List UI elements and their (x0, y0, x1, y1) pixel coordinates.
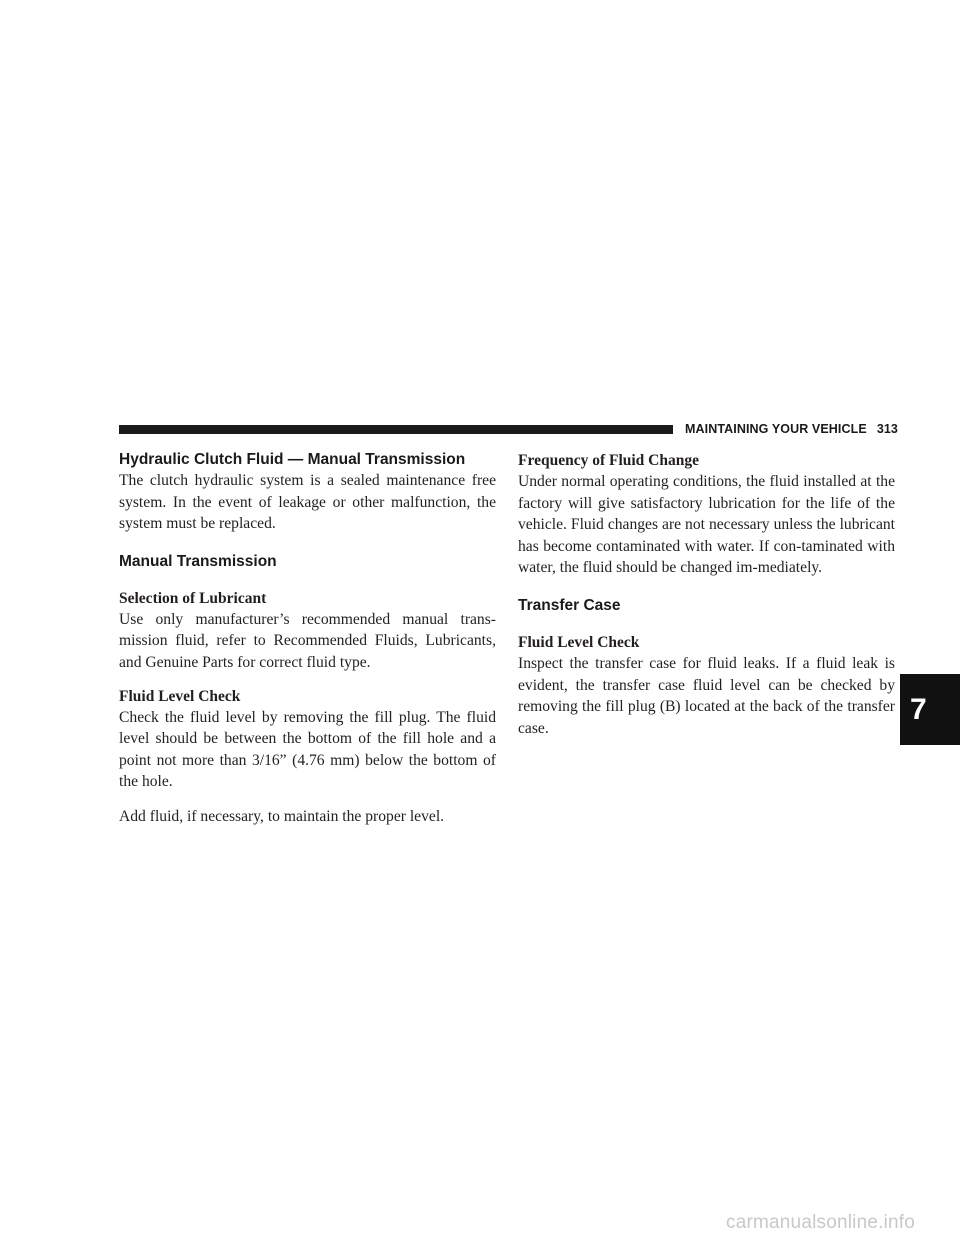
hydraulic-clutch-heading: Hydraulic Clutch Fluid — Manual Transmission (119, 451, 466, 468)
selection-of-lubricant-heading: Selection of Lubricant (119, 589, 267, 607)
watermark: carmanualsonline.info (726, 1212, 916, 1233)
chapter-tab: 7 (900, 674, 960, 745)
left-column (119, 450, 496, 828)
right-column (518, 451, 895, 739)
running-header (685, 422, 898, 436)
page-number: 313 (876, 422, 898, 436)
header-rule (119, 425, 673, 434)
selection-of-lubricant-paragraph: Use only manufacturer’s recommended manual trans-mission fluid, refer to Recommended Fluids, Lubricants, and Genuine Parts for correct fluid type. (119, 610, 496, 671)
transfer-case-heading: Transfer Case (518, 596, 621, 614)
transfer-case-fluid-level-check-heading: Fluid Level Check (518, 633, 640, 651)
fluid-level-check-paragraph: Check the fluid level by removing the fill plug. The fluid level should be between the bottom of the fill hole and a point not more than 3/16” (4.76 mm) below the bottom of the hole. (119, 708, 496, 791)
frequency-of-fluid-change-heading: Frequency of Fluid Change (518, 452, 699, 469)
fluid-level-check-heading: Fluid Level Check (119, 687, 241, 705)
add-fluid-paragraph: Add fluid, if necessary, to maintain the proper level. (119, 807, 445, 825)
frequency-of-fluid-change-paragraph: Under normal operating conditions, the fluid installed at the factory will give satisfactory lubrication for the life of the vehicle. Fluid changes are not necessary unless the lubricant has become contaminated with water. If con-taminated with water, the fluid should be changed im-mediately. (518, 473, 895, 577)
manual-transmission-heading: Manual Transmission (119, 552, 277, 570)
hydraulic-clutch-paragraph: The clutch hydraulic system is a sealed maintenance free system. In the event of leakage or other malfunction, the system must be replaced. (119, 472, 496, 533)
section-title: MAINTAINING YOUR VEHICLE (685, 422, 867, 436)
transfer-case-fluid-level-check-paragraph: Inspect the transfer case for fluid leaks. If a fluid leak is evident, the transfer case fluid level can be checked by removing the fill plug (B) located at the back of the transfer case. (518, 654, 895, 737)
